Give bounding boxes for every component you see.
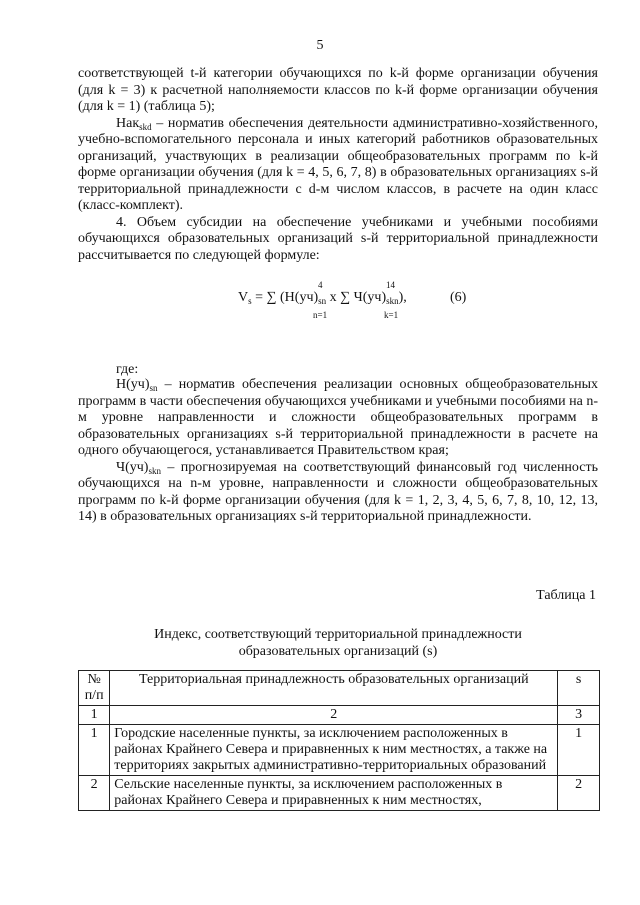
table-row — [79, 725, 600, 776]
formula-number: (6) — [450, 290, 467, 305]
formula-lhs: V — [238, 290, 249, 305]
table-title-line-1: Индекс, соответствующий территориальной принадлежности — [154, 627, 522, 642]
table-title — [78, 626, 598, 660]
ch-term: Ч(уч) — [116, 459, 149, 475]
nak-sub: skd — [139, 121, 152, 132]
ch-text: – прогнозируемая на соответствующий финансовый год численность обучающихся на n-м уровне, направленности и сложности общеобразовательных программ по k-й форме организации обучения (для k = 1, 2, 3, 4, 5, 6, 7, 8, 10, 12, 13, 14) в образовательных организациях s-й территориальной принадлежности. — [78, 459, 598, 524]
row-2-territory: Сельские населенные пункты, за исключением расположенных в районах Крайнего Севера и приравненных к ним местностях, — [110, 776, 558, 811]
formula-upper-limit-1: 4 — [318, 280, 323, 290]
table-label: Таблица 1 — [536, 588, 596, 603]
row-1-s: 1 — [558, 725, 600, 776]
formula-sum2: x ∑ Ч(уч) — [326, 290, 387, 305]
row-1-num: 1 — [79, 725, 110, 776]
formula-upper-limit-2: 14 — [386, 280, 395, 290]
formula-sub1: sn — [318, 296, 327, 306]
formula-sum1: = ∑ (Н(уч) — [251, 290, 319, 305]
paragraph-top — [78, 66, 598, 264]
row-1-territory: Городские населенные пункты, за исключением расположенных в районах Крайнего Севера и приравненных к ним местностях, а также на территориях закрытых административно-территориальных образований — [110, 725, 558, 776]
row-2-num: 2 — [79, 776, 110, 811]
definition-ch — [78, 460, 598, 526]
formula-lower-limit-1: n=1 — [313, 310, 328, 320]
page-cutoff — [0, 836, 640, 905]
paragraph-nak — [78, 116, 598, 215]
definitions — [78, 377, 598, 526]
table-title-line-2: образовательных организаций (s) — [238, 644, 438, 659]
n-sub: sn — [149, 383, 158, 393]
formula-6 — [238, 280, 467, 320]
table-index-row — [79, 706, 600, 725]
page-number: 5 — [316, 38, 324, 53]
formula-sub2: skn — [386, 296, 399, 306]
index-col-2: 2 — [110, 706, 558, 725]
n-term: Н(уч) — [116, 377, 150, 392]
nak-term: Нак — [116, 115, 140, 131]
definition-n — [78, 377, 598, 460]
ch-sub: skn — [148, 465, 161, 476]
index-col-1: 1 — [79, 706, 110, 725]
header-territory: Территориальная принадлежность образовательных организаций — [110, 671, 558, 706]
formula-lower-limit-2: k=1 — [384, 310, 399, 320]
n-text: – норматив обеспечения реализации основных общеобразовательных программ в части обеспечения обучающихся учебниками и учебными пособиями на n-м уровне направленности и сложности общеобразовательных программ в образовательных организациях s-й территориальной принадлежности в расчете на одного обучающегося, устанавливается Правительством края; — [78, 377, 598, 458]
table-row — [79, 776, 600, 811]
formula-end: ), — [398, 290, 407, 305]
header-num: № п/п — [79, 671, 110, 706]
row-2-s: 2 — [558, 776, 600, 811]
paragraph-top-text: соответствующей t-й категории обучающихся по k-й форме организации обучения (для k = 3) к расчетной наполняемости классов по k-й форме организации обучения (для k = 1) (таблица 5); — [78, 66, 598, 114]
paragraph-4: 4. Объем субсидии на обеспечение учебниками и учебными пособиями обучающихся образовательных организаций s-й территориальной принадлежности рассчитывается по следующей формуле: — [78, 214, 598, 263]
formula-lhs-sub: s — [248, 296, 252, 306]
where-label: где: — [116, 362, 139, 377]
header-s: s — [558, 671, 600, 706]
territory-index-table — [78, 670, 600, 811]
index-col-3: 3 — [558, 706, 600, 725]
nak-text: – норматив обеспечения деятельности административно-хозяйственного, учебно-вспомогательного персонала и иных категорий работников образовательных организаций, участвующих в реализации общеобразовательных программ по k-й форме организации обучения (для k = 4, 5, 6, 7, 8) в образовательных организациях s-й территориальной принадлежности с d-м числом классов, в расчете на один класс (класс-комплект). — [78, 115, 598, 213]
table-header-row — [79, 671, 600, 706]
